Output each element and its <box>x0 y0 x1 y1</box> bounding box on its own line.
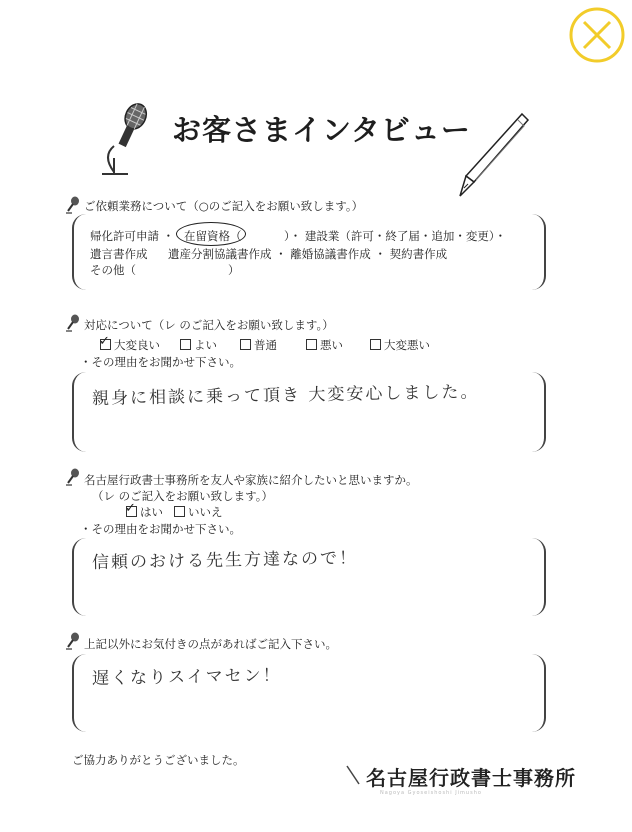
service-agreements: 遺産分割協議書作成 ・ 離婚協議書作成 ・ 契約書作成 <box>168 247 448 261</box>
office-logo: 名古屋行政書士事務所 <box>366 766 576 790</box>
service-construction: ）・ 建設業（許可・終了届・追加・変更）・ <box>284 229 507 243</box>
page-title: お客さまインタビュー <box>172 113 471 147</box>
section4-heading: 上記以外にお気付きの点があればご記入下さい。 <box>84 637 337 651</box>
section2-heading: 対応について（レ のご記入をお願い致します。） <box>84 318 334 332</box>
service-will: 遺言書作成 <box>90 247 148 261</box>
small-microphone-icon <box>64 632 80 650</box>
section2-reason-label: ・その理由をお聞かせ下さい。 <box>80 355 241 369</box>
rating-option-bad: 悪い <box>306 337 343 353</box>
small-microphone-icon <box>64 196 80 214</box>
office-logo-subtitle: Nagoya Gyoseishoshi Jimusho <box>380 790 482 796</box>
rating-option-very-bad: 大変悪い <box>370 337 430 353</box>
section3-heading: 名古屋行政書士事務所を友人や家族に紹介したいと思いますか。 <box>84 473 418 487</box>
service-naturalization: 帰化許可申請 ・ <box>90 229 175 243</box>
rating-option-normal: 普通 <box>240 337 277 353</box>
recommend-option-no: いいえ <box>174 504 223 520</box>
service-other: その他（ ） <box>90 263 240 277</box>
section3-reason-label: ・その理由をお聞かせ下さい。 <box>80 522 241 536</box>
rating-option-very-good: ✓大変良い <box>100 337 160 353</box>
small-microphone-icon <box>64 468 80 486</box>
slash-mark-icon <box>344 764 362 786</box>
section2-handwritten-answer: 親身に相談に乗って頂き 大変安心しました。 <box>91 382 480 409</box>
section3-handwritten-answer: 信頼のおける先生方達なので！ <box>91 548 359 573</box>
microphone-icon <box>84 98 164 178</box>
section1-heading: ご依頼業務について（○のご記入をお願い致します。） <box>84 199 364 213</box>
small-microphone-icon <box>64 314 80 332</box>
rating-option-good: よい <box>180 337 217 353</box>
service-residence: 在留資格（ <box>184 229 242 243</box>
close-circle-icon <box>568 6 626 64</box>
section4-handwritten-answer: 遅くなりスイマセン！ <box>91 665 282 689</box>
recommend-option-yes: ✓はい <box>126 504 163 520</box>
selection-circle-mark <box>176 222 246 246</box>
fountain-pen-icon <box>452 110 532 200</box>
section3-subheading: （レ のご記入をお願い致します。） <box>92 489 273 503</box>
thanks-message: ご協力ありがとうございました。 <box>72 753 245 767</box>
